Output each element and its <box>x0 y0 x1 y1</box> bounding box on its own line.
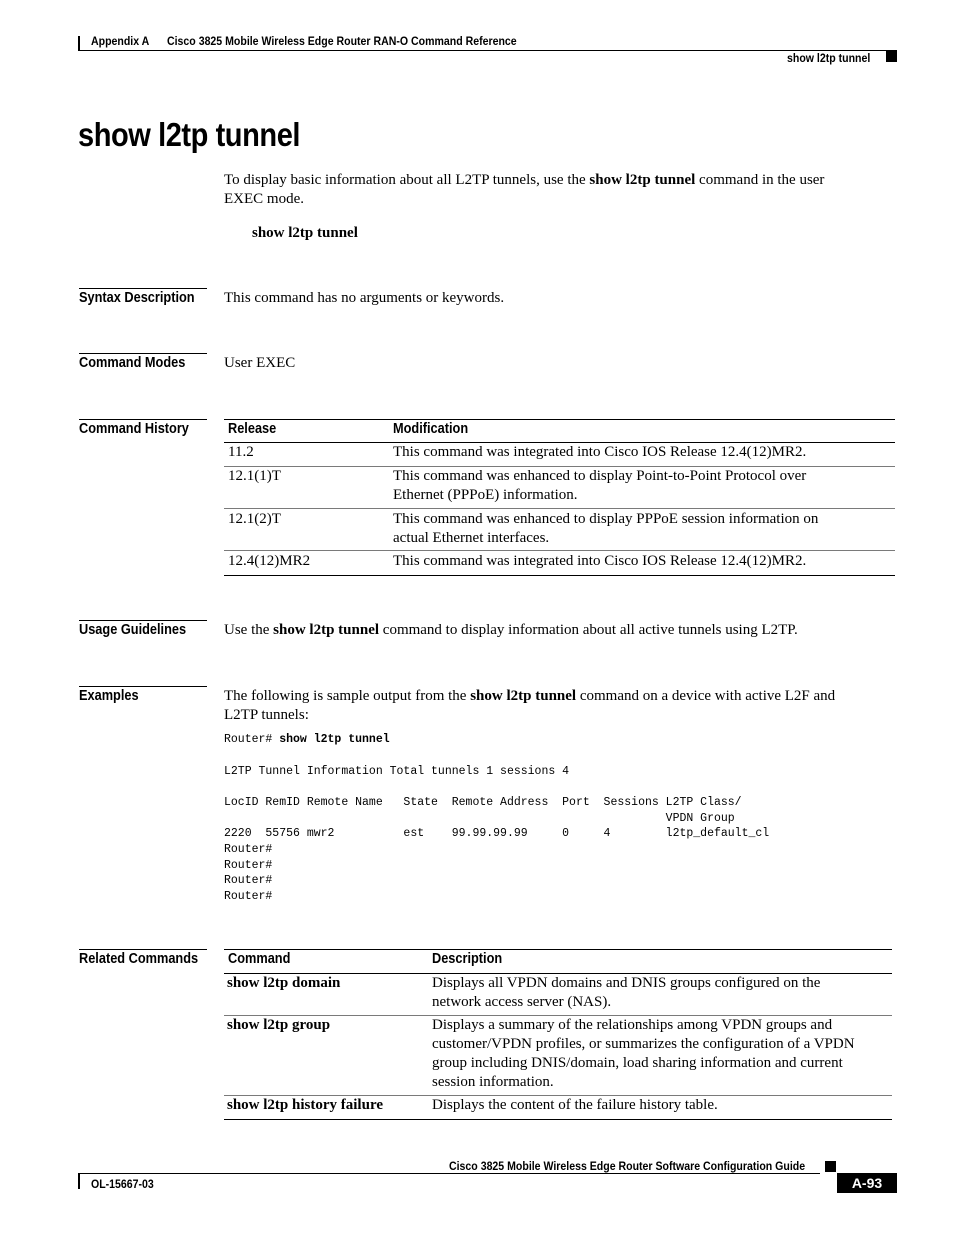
usage-command: show l2tp tunnel <box>273 622 380 638</box>
header-appendix: Appendix A <box>91 34 150 48</box>
history-table-bottom-rule <box>224 575 895 576</box>
page-number: A-93 <box>837 1173 897 1193</box>
history-modification-line: This command was enhanced to display Point-to-Point Protocol over <box>393 468 807 484</box>
command-history-label: Command History <box>79 421 189 437</box>
history-modification <box>393 510 818 548</box>
history-modification: This command was integrated into Cisco IOS Release 12.4(12)MR2. <box>393 444 807 460</box>
command-modes-text: User EXEC <box>224 355 296 371</box>
header-square <box>886 51 897 62</box>
usage-guidelines-text <box>224 621 798 640</box>
example-output-line: Router# <box>224 889 273 903</box>
history-release: 12.1(2)T <box>228 511 281 527</box>
header-rule-vertical <box>78 36 80 50</box>
related-header-description: Description <box>432 951 503 967</box>
command-modes-label: Command Modes <box>79 355 186 371</box>
command-history-rule <box>79 419 207 420</box>
footer-square <box>825 1161 836 1172</box>
history-header-modification: Modification <box>393 421 469 437</box>
example-output-line: Router# <box>224 858 273 872</box>
example-output-line: Router# <box>224 842 273 856</box>
example-prompt-line <box>224 733 390 746</box>
history-modification-line: This command was enhanced to display PPPoE session information on <box>393 511 819 527</box>
examples-text-post: command on a device with active L2F and <box>576 688 836 704</box>
related-command: show l2tp group <box>227 1017 331 1033</box>
intro-text-line2: EXEC mode. <box>224 191 304 207</box>
related-commands-rule <box>79 949 207 950</box>
usage-guidelines-label: Usage Guidelines <box>79 622 187 638</box>
related-description <box>432 974 820 1012</box>
history-modification-line: actual Ethernet interfaces. <box>393 530 550 546</box>
example-output-line: VPDN Group <box>224 811 735 825</box>
history-row-rule <box>224 550 895 551</box>
example-output-line: 2220 55756 mwr2 est 99.99.99.99 0 4 l2tp_default_cl <box>224 827 770 841</box>
related-description-line: Displays all VPDN domains and DNIS groups configured on the <box>432 975 821 991</box>
history-modification-line: Ethernet (PPPoE) information. <box>393 487 578 503</box>
syntax-description-label: Syntax Description <box>79 290 195 306</box>
page-title: show l2tp tunnel <box>78 116 301 153</box>
example-output-line: Router# <box>224 874 273 888</box>
footer-guide-title: Cisco 3825 Mobile Wireless Edge Router Software Configuration Guide <box>449 1159 806 1173</box>
examples-intro <box>224 687 894 725</box>
footer-doc-number: OL-15667-03 <box>91 1177 154 1191</box>
related-header-command: Command <box>228 951 291 967</box>
syntax-description-text: This command has no arguments or keywords. <box>224 290 505 306</box>
related-command: show l2tp domain <box>227 975 341 991</box>
history-modification: This command was integrated into Cisco IOS Release 12.4(12)MR2. <box>393 553 807 569</box>
related-description: Displays the content of the failure history table. <box>432 1097 718 1113</box>
examples-rule <box>79 686 207 687</box>
syntax-command: show l2tp tunnel <box>252 225 358 241</box>
related-description <box>432 1016 855 1092</box>
examples-command: show l2tp tunnel <box>470 688 577 704</box>
related-table-top-rule <box>224 949 892 950</box>
history-header-release: Release <box>228 421 277 437</box>
header-section: show l2tp tunnel <box>787 51 871 65</box>
header-doc-title: Cisco 3825 Mobile Wireless Edge Router RAN-O Command Reference <box>167 34 517 48</box>
history-row-rule <box>224 508 895 509</box>
example-output <box>224 764 769 904</box>
related-description-line: group including DNIS/domain, load sharing information and current <box>432 1055 843 1071</box>
related-description-line: network access server (NAS). <box>432 994 612 1010</box>
usage-text-pre: Use the <box>224 622 274 638</box>
intro-paragraph <box>224 171 894 209</box>
related-description-line: customer/VPDN profiles, or summarizes the configuration of a VPDN <box>432 1036 855 1052</box>
footer-rule <box>78 1173 820 1174</box>
command-modes-rule <box>79 353 207 354</box>
examples-text-pre: The following is sample output from the <box>224 688 471 704</box>
usage-guidelines-rule <box>79 620 207 621</box>
example-prompt-command: show l2tp tunnel <box>279 733 390 746</box>
syntax-description-rule <box>79 288 207 289</box>
header-rule <box>78 50 897 51</box>
intro-text-post: command in the user <box>695 172 825 188</box>
examples-label: Examples <box>79 688 139 704</box>
history-release: 11.2 <box>228 444 254 460</box>
example-output-line: LocID RemID Remote Name State Remote Address Port Sessions L2TP Class/ <box>224 796 742 810</box>
history-modification <box>393 467 806 505</box>
related-description-line: session information. <box>432 1074 554 1090</box>
related-commands-label: Related Commands <box>79 951 199 967</box>
related-description-line: Displays a summary of the relationships among VPDN groups and <box>432 1017 833 1033</box>
footer-rule-vertical <box>78 1174 80 1189</box>
examples-text-line2: L2TP tunnels: <box>224 707 309 723</box>
example-output-line: L2TP Tunnel Information Total tunnels 1 sessions 4 <box>224 765 570 778</box>
history-release: 12.1(1)T <box>228 468 281 484</box>
intro-command: show l2tp tunnel <box>589 172 696 188</box>
usage-text-post: command to display information about all active tunnels using L2TP. <box>379 622 798 638</box>
related-command: show l2tp history failure <box>227 1097 383 1113</box>
history-table-top-rule <box>224 419 895 420</box>
example-prompt: Router# <box>224 733 280 746</box>
related-table-bottom-rule <box>224 1119 892 1120</box>
history-release: 12.4(12)MR2 <box>228 553 311 569</box>
intro-text-pre: To display basic information about all L2TP tunnels, use the <box>224 172 590 188</box>
